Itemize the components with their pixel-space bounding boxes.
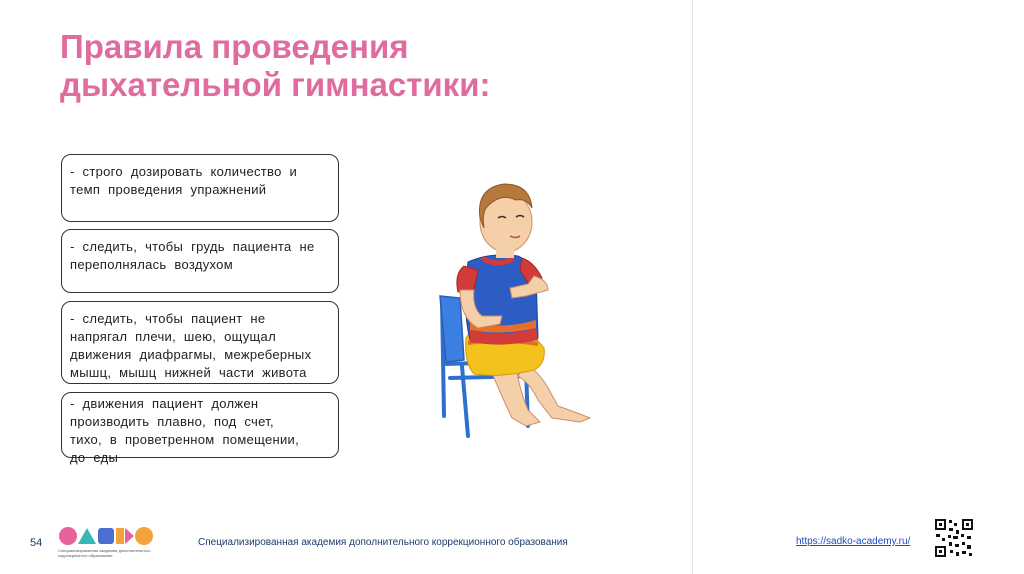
website-link[interactable]: https://sadko-academy.ru/ [796, 536, 911, 547]
page-number: 54 [30, 537, 43, 549]
rule-text-line: - следить, чтобы пациент не [70, 311, 266, 326]
rule-text-line: переполнялась воздухом [70, 257, 233, 272]
rule-card-2 [61, 229, 339, 293]
slide-divider [692, 0, 693, 574]
title-line-1: Правила проведения [60, 28, 409, 65]
rule-text-line: производить плавно, под счет, [70, 414, 274, 429]
rule-card-3 [61, 301, 339, 384]
logo-caption: Специализированная академия дополнительного коррекционного образования [58, 548, 151, 558]
title-line-2: дыхательной гимнастики: [60, 66, 491, 103]
qr-code-icon [934, 518, 974, 558]
boy-on-chair-illustration [430, 178, 605, 443]
organization-name: Специализированная академия дополнительного коррекционного образования [198, 537, 568, 548]
rule-text-line: - строго дозировать количество и [70, 164, 298, 179]
rule-text-line: - следить, чтобы грудь пациента не [70, 239, 315, 254]
rule-text-line: - движения пациент должен [70, 396, 259, 411]
rule-text-line: тихо, в проветренном помещении, [70, 432, 299, 447]
rule-card-4 [61, 392, 339, 465]
boy-head [480, 184, 533, 258]
slide-title [60, 28, 490, 104]
rule-text-line: напрягал плечи, шею, ощущал [70, 329, 276, 344]
rule-text-line: темп проведения упражнений [70, 182, 267, 197]
rule-card-1 [61, 154, 339, 222]
rule-text-line: движения диафрагмы, межреберных [70, 347, 312, 362]
rule-text-line: до еды [70, 450, 119, 465]
rule-text-line: мышц, мышц нижней части живота [70, 365, 307, 380]
